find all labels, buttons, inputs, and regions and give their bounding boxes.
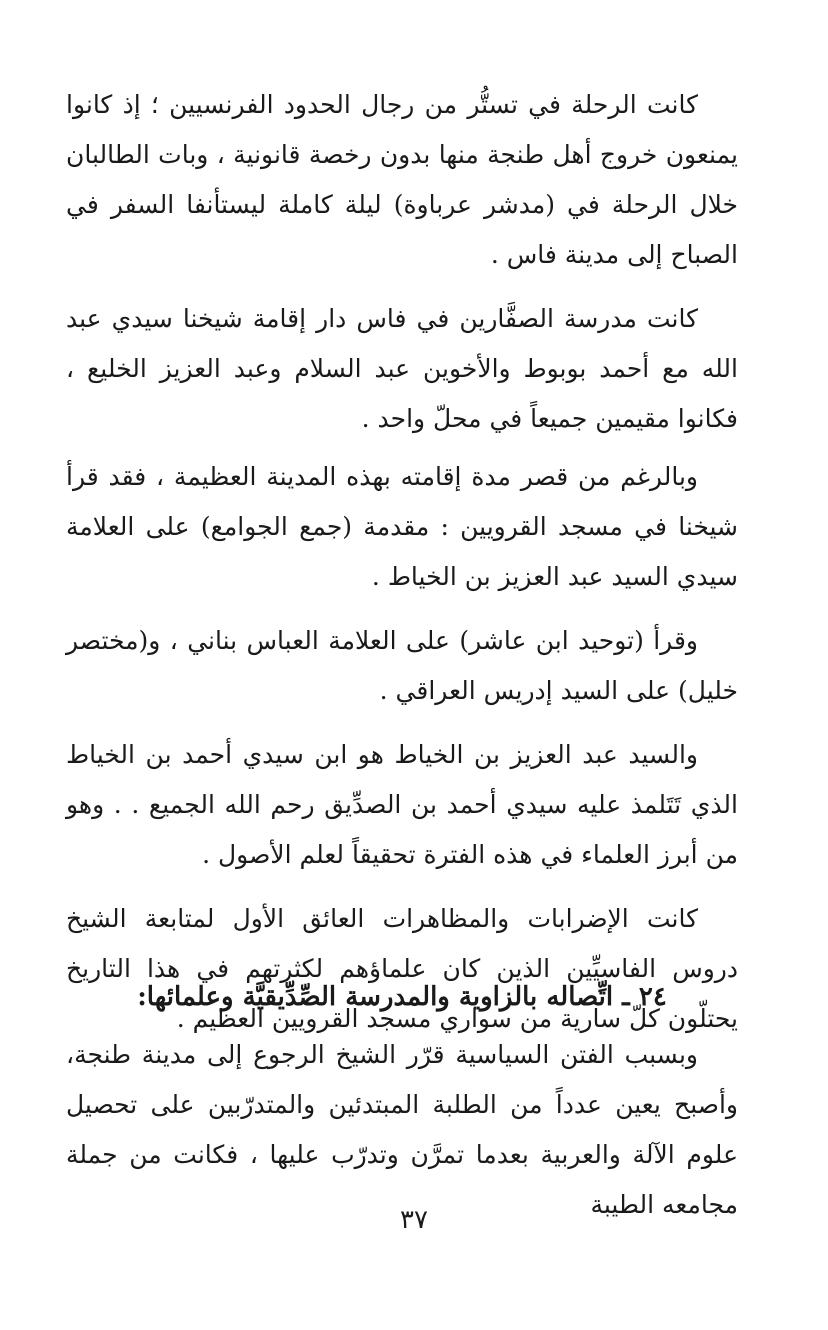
paragraph-readings: وقرأ (توحيد ابن عاشر) على العلامة العباس بناني ، و(مختصر خليل) على السيد إدريس العراقي . [66,626,738,705]
paragraph-return: وبسبب الفتن السياسية قرّر الشيخ الرجوع إلى مدينة طنجة، وأصبح يعين عدداً من الطلبة المبتدئين والمتدرّبين على تحصيل علوم الآلة والعربية بعدما تمرَّن وتدرّب عليها ، فكانت من جملة مجامعه الطيبة [66,1040,738,1219]
paragraph-studies: وبالرغم من قصر مدة إقامته بهذه المدينة العظيمة ، فقد قرأ شيخنا في مسجد القرويين : مقدمة (جمع الجوامع) على العلامة سيدي السيد عبد العزيز بن الخياط . [66,462,738,591]
paragraph-journey: كانت الرحلة في تستُّر من رجال الحدود الفرنسيين ؛ إذ كانوا يمنعون خروج أهل طنجة منها بدون رخصة قانونية ، وبات الطالبان خلال الرحلة في (مدشر عرباوة) ليلة كاملة ليستأنفا السفر في الصباح إلى مدينة فاس . [66,90,738,269]
paragraph-teacher: والسيد عبد العزيز بن الخياط هو ابن سيدي أحمد بن الخياط الذي تَتَلمذ عليه سيدي أحمد بن الصدِّيق رحم الله الجميع . . وهو من أبرز العلماء في هذه الفترة تحقيقاً لعلم الأصول . [66,740,738,869]
page-number: ٣٧ [400,1205,428,1235]
section-heading: ٢٤ ـ اتِّصاله بالزاوية والمدرسة الصِّدِّيقيَّة وعلمائها: [137,982,667,1012]
body-text [66,80,738,1044]
paragraph-school: كانت مدرسة الصفَّارين في فاس دار إقامة شيخنا سيدي عبد الله مع أحمد بوبوط والأخوين عبد السلام وعبد العزيز الخليع ، فكانوا مقيمين جميعاً في محلّ واحد . [66,304,738,433]
paragraph-strikes: كانت الإضرابات والمظاهرات العائق الأول لمتابعة الشيخ دروس الفاسيِّين الذين كان علماؤهم لكثرتهم في هذا التاريخ يحتلّون كلّ سارية من سواري مسجد القرويين العظيم . [66,904,738,1033]
